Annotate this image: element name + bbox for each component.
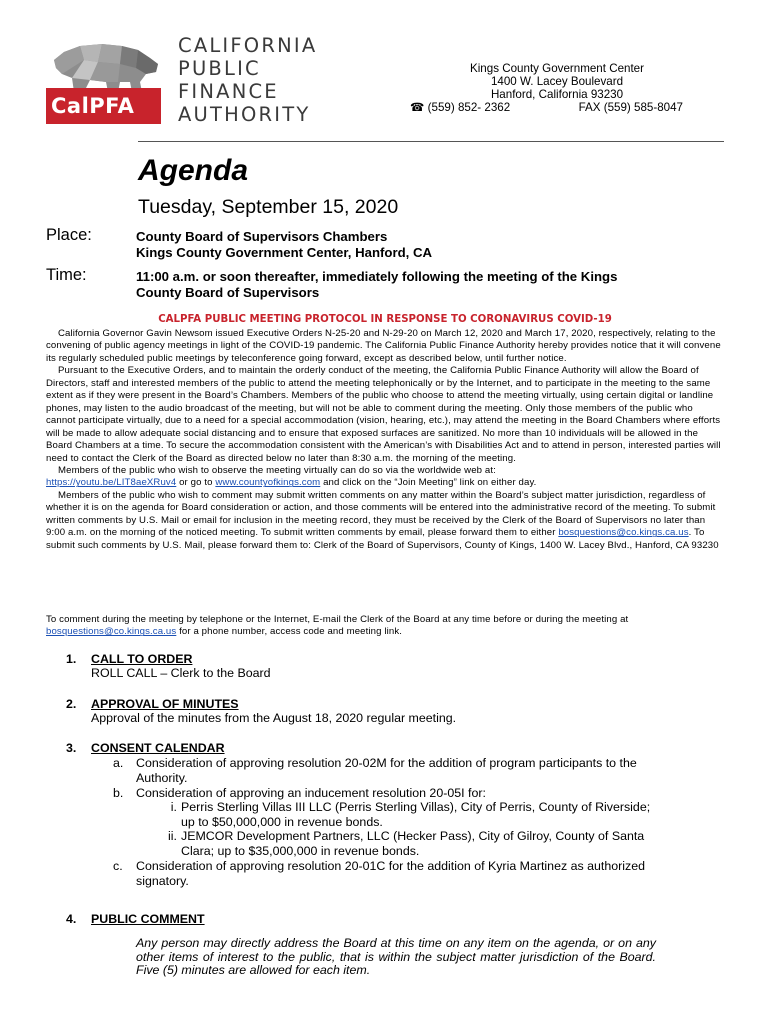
org-name-line: AUTHORITY (178, 103, 311, 126)
protocol-text-fragment: . To submit such comments by U.S. Mail, please forward them to: (46, 527, 705, 551)
protocol-links-line (46, 477, 722, 489)
item-number: 1. (66, 652, 77, 666)
bear-logo-icon (50, 38, 162, 94)
place-line: County Board of Supervisors Chambers (136, 229, 388, 244)
protocol-text-fragment: or go to (176, 477, 216, 489)
item-body: Any person may directly address the Board at this time on any item on the agenda, or on any other items of interest to the public, that is within the subject matter jurisdiction of the Board. Five (5) minutes are allowed for each item. (136, 936, 656, 977)
mailing-address: Clerk of the Board of Supervisors, County of Kings, 1400 W. Lacey Blvd., Hanford, CA 93230 (313, 539, 719, 551)
protocol-paragraph (46, 490, 722, 552)
calpfa-logo (40, 38, 165, 126)
address-line: Hanford, California 93230 (490, 88, 624, 101)
item-title: APPROVAL OF MINUTES (91, 697, 239, 711)
phone-number: ☎ (559) 852- 2362 (410, 101, 511, 114)
comment-text-fragment: To comment during the meeting by telephone or the Internet, E-mail the Clerk of the Board at any time before or during the meeting at (46, 614, 629, 625)
protocol-text-fragment: Members of the public who wish to observe the meeting virtually can do so via the worldwide web at: (58, 464, 496, 476)
sub-item-text (136, 859, 645, 889)
protocol-heading: CALPFA PUBLIC MEETING PROTOCOL IN RESPONSE TO CORONAVIRUS COVID-19 (158, 314, 612, 325)
time-line: County Board of Supervisors (136, 285, 320, 300)
sub-item-line: Consideration of approving resolution 20-01C for the addition of Kyria Martinez as authorized (136, 859, 645, 873)
fax-number: FAX (559) 585-8047 (578, 101, 683, 114)
sub-item-line: signatory. (136, 874, 189, 888)
item-number: 4. (66, 912, 77, 926)
sub-item-marker: b. (113, 786, 124, 800)
sub-item-marker: a. (113, 756, 124, 770)
protocol-paragraph: Pursuant to the Executive Orders, and to maintain the orderly conduct of the meeting, the California Public Finance Authority will allow the Board of Directors, staff and interested members of the public to attend the meeting telephonically or by the Internet, and to participate in the meeting to the same extent as if they were present in the Board’s Chambers. Members of the public who choose to attend the meeting virtually, using certain digital or landline phones, may listen to the audio broadcast of the meeting, but will not be able to comment during the meeting. Only those members of the public who cannot participate virtually, due to a need for a special accommodation (vision, hearing, etc.), may attend the meeting in the Board Chambers where efforts will be made to allow adequate social distancing and to ensure that exposed surfaces are sanitized. No more than 10 individuals will be allowed in the Board Chambers at a time. To secure the accommodation consistent with the American’s with Disabilities Act and to attend in person, interested parties will need to contact the Clerk of the Board as directed below no later than 8:30 a.m. the morning of the meeting. (46, 365, 721, 464)
time-value (136, 269, 617, 301)
item-body: ROLL CALL – Clerk to the Board (91, 666, 271, 680)
protocol-paragraph (46, 465, 722, 477)
protocol-paragraph: California Governor Gavin Newsom issued Executive Orders N-25-20 and N-29-20 on March 12, 2020 and March 17, 2020, respectively, relating to the convening of public agency meetings in light of the COVID-19 pandemic. The California Public Finance Authority hereby provides notice that it will convene its regularly scheduled public meetings by teleconference going forward, except as described below, until further notice. (46, 328, 721, 364)
address-line: 1400 W. Lacey Boulevard (490, 75, 624, 88)
protocol-text (46, 328, 722, 552)
protocol-text-fragment: Members of the public who wish to comment may submit written comments on any matter within the Board’s subject matter jurisdiction, regardless of whether it is on the agenda for Board consideration or action, and those comments will be entered into the administrative record of the meeting. To submit written comments by U.S. Mail or email for inclusion in the meeting record, they must be received by the Clerk of the Board of Supervisors no later than 9:00 a.m. on the morning of the noticed meeting. To submit written comments by email, please forward them to either (46, 489, 716, 539)
item-title: CALL TO ORDER (91, 652, 193, 666)
sub-item-line: Consideration of approving resolution 20-02M for the addition of program participants to the (136, 756, 637, 770)
meeting-date: Tuesday, September 15, 2020 (138, 196, 399, 218)
youtube-link[interactable]: https://youtu.be/LIT8aeXRuv4 (46, 477, 177, 489)
phone-fax-row (398, 101, 716, 114)
item-number: 3. (66, 741, 77, 755)
address-block (398, 62, 716, 114)
sub-item-text: Consideration of approving an inducement resolution 20-05I for: (136, 786, 486, 800)
protocol-text-fragment: and click on the “Join Meeting” link on either day. (320, 477, 537, 489)
org-name-line: PUBLIC (178, 57, 261, 80)
page-title: Agenda (138, 154, 249, 187)
sub-item-line: Authority. (136, 771, 188, 785)
sub-item-text (136, 756, 637, 786)
sub-item-line: JEMCOR Development Partners, LLC (Hecker Pass), City of Gilroy, County of Santa (181, 829, 645, 843)
time-label: Time: (46, 266, 87, 284)
sub-item-line: Clara; up to $35,000,000 in revenue bonds. (181, 844, 420, 858)
sub-item-marker: c. (113, 859, 123, 873)
comment-text-fragment: for a phone number, access code and meeting link. (176, 626, 403, 638)
address-line: Kings County Government Center (470, 62, 644, 75)
header-divider (138, 141, 724, 142)
sub-item-line: up to $50,000,000 in revenue bonds. (181, 815, 383, 829)
county-website-link[interactable]: www.countyofkings.com (215, 477, 321, 489)
sub-item-text (181, 829, 644, 859)
sub-item-text (181, 800, 650, 830)
logo-red-banner (46, 88, 161, 124)
place-line: Kings County Government Center, Hanford, CA (136, 245, 433, 260)
place-value (136, 229, 432, 261)
organization-name (178, 34, 378, 126)
item-body: Approval of the minutes from the August 18, 2020 regular meeting. (91, 711, 457, 725)
time-line: 11:00 a.m. or soon thereafter, immediately following the meeting of the Kings (136, 269, 618, 284)
comment-instructions (46, 614, 722, 639)
sub-item-line: Perris Sterling Villas III LLC (Perris Sterling Villas), City of Perris, County of Riverside; (181, 800, 651, 814)
org-name-line: FINANCE (178, 80, 279, 103)
item-number: 2. (66, 697, 77, 711)
item-title: CONSENT CALENDAR (91, 741, 225, 755)
org-name-line: CALIFORNIA (178, 34, 318, 57)
item-title: PUBLIC COMMENT (91, 912, 205, 926)
comment-email-link[interactable]: bosquestions@co.kings.ca.us (46, 626, 177, 638)
email-link[interactable]: bosquestions@co.kings.ca.us (558, 527, 689, 539)
place-label: Place: (46, 226, 92, 244)
sub-item-marker: i. (170, 800, 177, 814)
logo-text: CalPFA (51, 94, 135, 118)
sub-item-marker: ii. (168, 829, 177, 843)
